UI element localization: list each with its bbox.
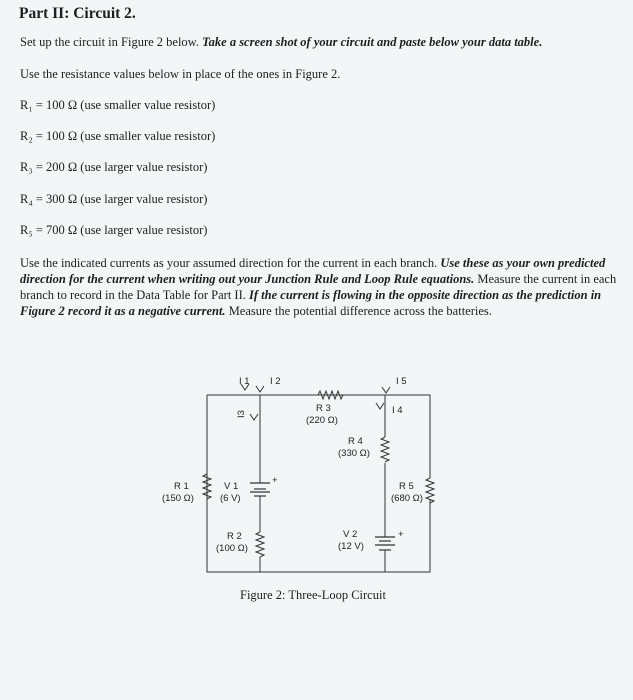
resistor-r1-line: R₁ = 100 Ω (use smaller value resistor) [20, 98, 216, 112]
instruction-part-1: Use the indicated currents as your assumed direction for the current in each branch. [20, 256, 441, 270]
v2-value-label: (12 V) [338, 541, 364, 552]
i4-current-arrow [376, 403, 384, 409]
figure-caption: Figure 2: Three-Loop Circuit [240, 588, 386, 602]
instruction-part-2: Use these as your own predicted direction for the current when writing out your Junction Rule and Loop Rule equations. [20, 256, 606, 286]
r1-name-label: R 1 [174, 481, 189, 492]
v1-plus-sign: + [272, 475, 278, 486]
instruction-part-3: Measure the current in each branch to record in the Data Table for Part II. [20, 272, 617, 302]
resistor-r3-line: R₃ = 200 Ω (use larger value resistor) [20, 160, 208, 174]
resistor-r2-line: R₂ = 100 Ω (use smaller value resistor) [20, 129, 216, 143]
i2-current-arrow [256, 386, 264, 392]
r1-resistor-symbol [203, 474, 211, 499]
i3-current-arrow [250, 414, 258, 420]
r3-resistor-symbol [318, 391, 343, 399]
v1-value-label: (6 V) [220, 493, 241, 504]
r5-resistor-symbol [426, 478, 434, 503]
r2-value-label: (100 Ω) [216, 543, 248, 554]
v2-plus-sign: + [398, 529, 404, 540]
i5-label: I 5 [396, 376, 407, 387]
r4-resistor-symbol [381, 437, 389, 462]
r5-name-label: R 5 [399, 481, 414, 492]
part-heading: Part II: Circuit 2. [19, 5, 136, 22]
v2-battery-symbol [375, 537, 395, 550]
r3-name-label: R 3 [316, 403, 331, 414]
resistor-r4-line: R₄ = 300 Ω (use larger value resistor) [20, 192, 208, 206]
i5-current-arrow [382, 387, 390, 393]
i1-label: I 1 [239, 376, 250, 387]
r2-resistor-symbol [256, 532, 264, 557]
r4-name-label: R 4 [348, 436, 363, 447]
r2-name-label: R 2 [227, 531, 242, 542]
v1-battery-symbol [250, 483, 270, 496]
resistor-r5-line: R₅ = 700 Ω (use larger value resistor) [20, 223, 208, 237]
setup-text: Set up the circuit in Figure 2 below. [20, 35, 203, 49]
r4-value-label: (330 Ω) [338, 448, 370, 459]
i4-label: I 4 [392, 405, 403, 416]
instruction-part-4: If the current is flowing in the opposite direction as the prediction in Figure 2 record it as a negative current. [20, 288, 602, 318]
i3-label: I3 [236, 410, 247, 418]
use-values-instruction: Use the resistance values below in place of the ones in Figure 2. [20, 67, 341, 81]
setup-emphasis: Take a screen shot of your circuit and paste below your data table. [202, 35, 543, 49]
v2-name-label: V 2 [343, 529, 358, 540]
r3-value-label: (220 Ω) [306, 415, 338, 426]
v1-name-label: V 1 [224, 481, 239, 492]
r1-value-label: (150 Ω) [162, 493, 194, 504]
r5-value-label: (680 Ω) [391, 493, 423, 504]
i2-label: I 2 [270, 376, 281, 387]
instruction-part-5: Measure the potential difference across the batteries. [225, 304, 492, 318]
